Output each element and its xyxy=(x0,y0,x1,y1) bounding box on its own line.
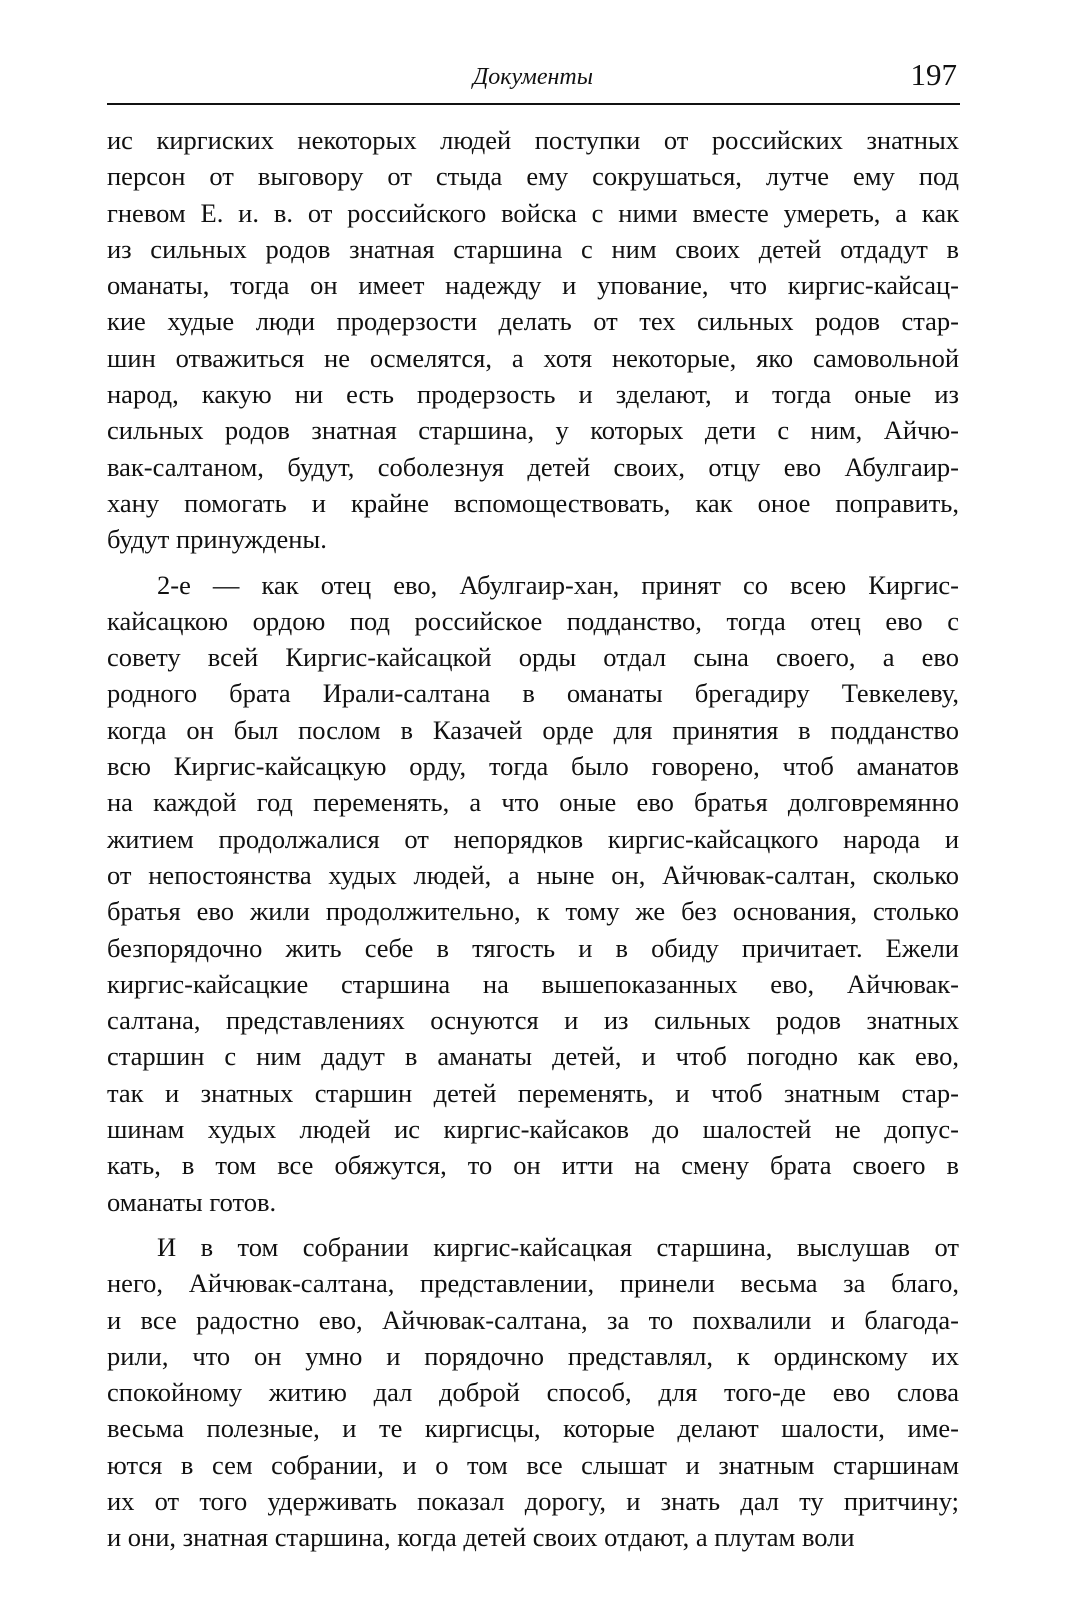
paragraph-gap xyxy=(107,558,959,567)
text-line: кайсацкою ордою под российское подданство, тогда отец ево с xyxy=(107,605,959,636)
text-line: ются в сем собрании, и о том все слышат и знатным старшинам xyxy=(107,1449,959,1480)
text-line: персон от выговору от стыда ему сокрушаться, лутче ему под xyxy=(107,161,959,192)
text-line: сильных родов знатная старшина, у которых дети с ним, Айчю- xyxy=(107,415,959,446)
running-head xyxy=(107,58,959,98)
text-line: рили, что он умно и порядочно представлял, к ординскому их xyxy=(107,1340,959,1371)
text-body xyxy=(107,122,959,1556)
paragraph-gap xyxy=(107,1220,959,1229)
text-line: от непостоянства худых людей, а ныне он, Айчювак-салтан, сколько xyxy=(107,859,959,890)
text-line: и все радостно ево, Айчювак-салтана, за то похвалили и благода- xyxy=(107,1304,959,1335)
text-line: совету всей Киргис-кайсацкой орды отдал сына своего, а ево xyxy=(107,642,959,673)
text-line: него, Айчювак-салтана, представлении, принели весьма за благо, xyxy=(107,1268,959,1299)
text-line: и они, знатная старшина, когда детей своих отдают, а плутам воли xyxy=(107,1522,855,1553)
paragraph xyxy=(107,122,959,558)
text-line: шинам худых людей ис киргис-кайсаков до шалостей не допус- xyxy=(107,1114,959,1145)
page-number: 197 xyxy=(910,57,957,92)
header-rule xyxy=(107,103,960,105)
text-line: на каждой год переменять, а что оные ево братья долговремянно xyxy=(107,787,959,818)
text-line: народ, какую ни есть продерзость и зделают, и тогда оные из xyxy=(107,379,959,410)
paragraph xyxy=(107,1229,959,1556)
text-line: всю Киргис-кайсацкую орду, тогда было говорено, чтоб аманатов xyxy=(107,751,959,782)
text-line: ис киргиских некоторых людей поступки от российских знатных xyxy=(107,125,959,155)
text-line: безпорядочно жить себе в тягость и в обиду причитает. Ежели xyxy=(107,932,959,963)
text-line: когда он был послом в Казачей орде для принятия в подданство xyxy=(107,714,959,745)
text-line: оманаты готов. xyxy=(107,1186,277,1217)
text-line: хану помогать и крайне вспомоществовать, как оное поправить, xyxy=(107,487,959,518)
text-line: весьма полезные, и те киргисцы, которые делают шалости, име- xyxy=(107,1413,959,1444)
text-line: родного брата Ирали-салтана в оманаты брегадиру Тевкелеву, xyxy=(107,678,959,709)
text-line: 2-е — как отец ево, Абулгаир-хан, принят со всею Киргис- xyxy=(157,569,959,600)
text-line: кие худые люди продерзости делать от тех сильных родов стар- xyxy=(107,306,959,337)
text-line: вак-салтаном, будут, соболезнуя детей своих, отцу ево Абулгаир- xyxy=(107,451,959,482)
text-line: оманаты, тогда он имеет надежду и упование, что киргис-кайсац- xyxy=(107,270,959,301)
text-line: житием продолжалися от непорядков киргис-кайсацкого народа и xyxy=(107,823,959,854)
text-line: гневом Е. и. в. от российского войска с ними вместе умереть, а как xyxy=(107,197,959,228)
text-line: кать, в том все обяжутся, то он итти на смену брата своего в xyxy=(107,1150,959,1181)
text-line: старшин с ним дадут в аманаты детей, и чтоб погодно как ево, xyxy=(107,1041,959,1072)
text-line: киргис-кайсацкие старшина на вышепоказанных ево, Айчювак- xyxy=(107,968,959,999)
text-line: И в том собрании киргис-кайсацкая старшина, выслушав от xyxy=(157,1231,959,1262)
text-line: шин отважиться не осмелятся, а хотя некоторые, яко самовольной xyxy=(107,342,959,373)
text-line: будут принуждены. xyxy=(107,524,327,555)
text-line: салтана, представлениях оснуются и из сильных родов знатных xyxy=(107,1005,959,1036)
paragraph xyxy=(107,567,959,1220)
text-line: их от того удерживать показал дорогу, и знать дал ту притчину; xyxy=(107,1485,959,1516)
text-line: из сильных родов знатная старшина с ним своих детей отдадут в xyxy=(107,233,959,264)
running-title: Документы xyxy=(472,64,593,90)
text-line: братья ево жили продолжительно, к тому же без основания, столько xyxy=(107,896,959,927)
text-line: спокойному житию дал доброй способ, для того-де ево слова xyxy=(107,1377,959,1408)
text-line: так и знатных старшин детей переменять, и чтоб знатным стар- xyxy=(107,1077,959,1108)
